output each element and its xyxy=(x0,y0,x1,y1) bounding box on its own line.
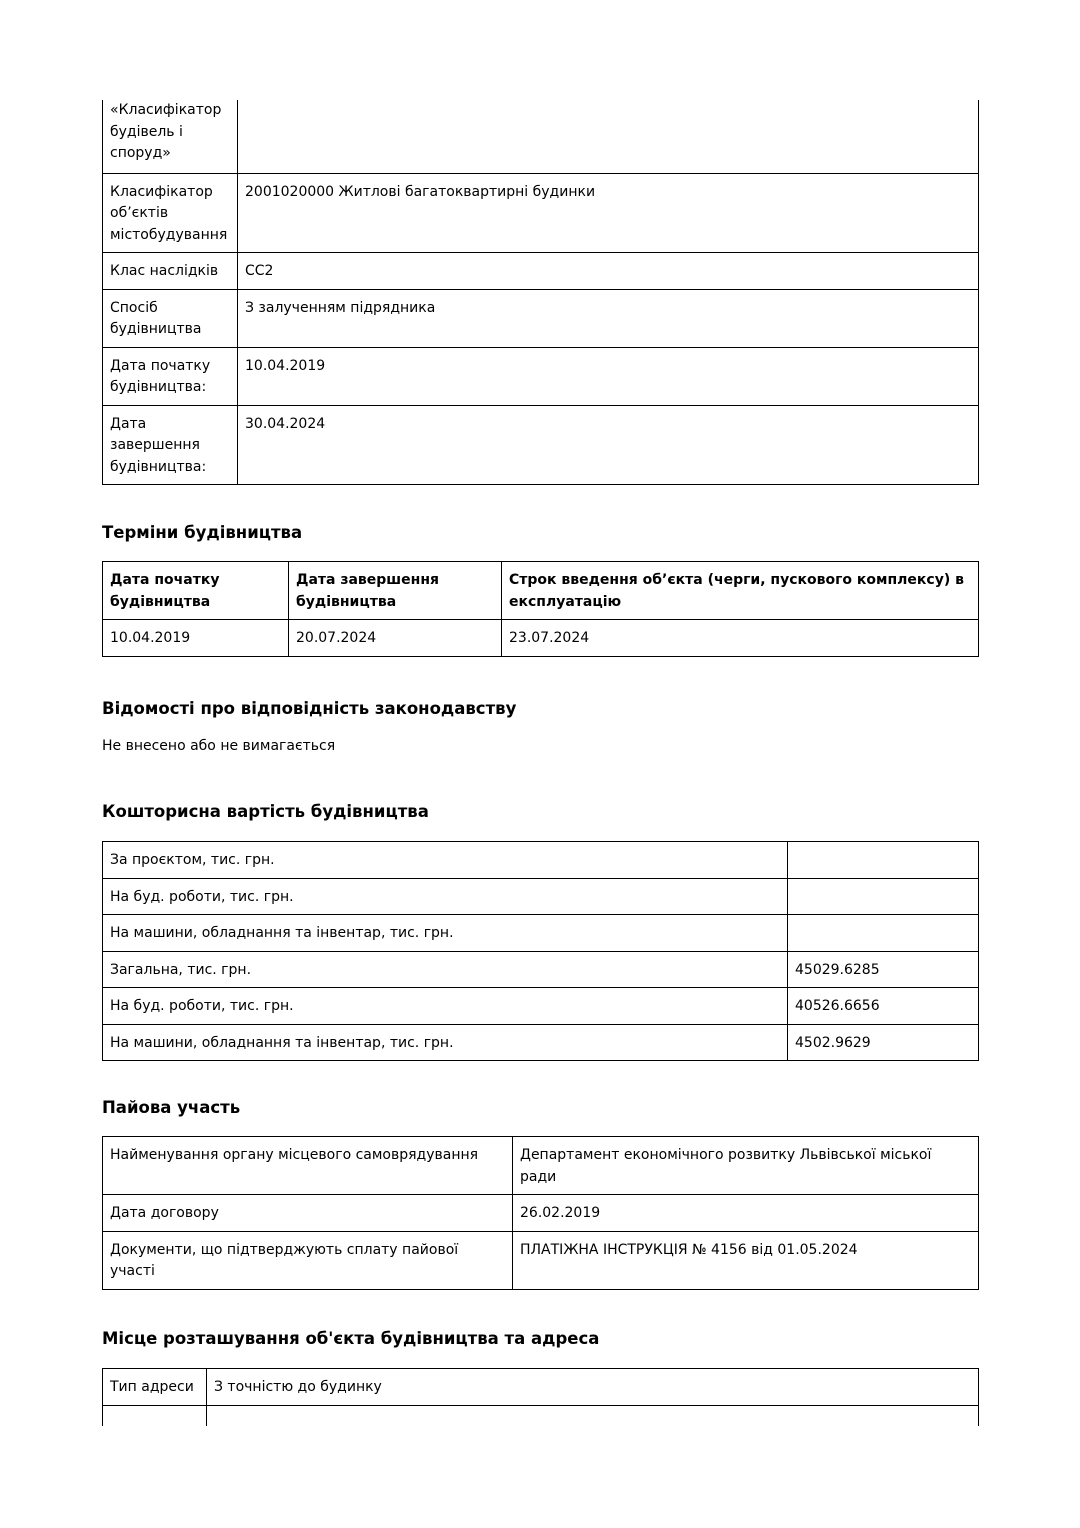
row-value xyxy=(788,915,979,952)
row-label: Дата договору xyxy=(103,1195,513,1232)
row-value: ПЛАТІЖНА ІНСТРУКЦІЯ № 4156 від 01.05.2024 xyxy=(513,1231,979,1289)
row-label: На машини, обладнання та інвентар, тис. грн. xyxy=(103,1024,788,1061)
table-row xyxy=(103,347,979,405)
section-heading-compliance: Відомості про відповідність законодавству xyxy=(102,699,517,718)
section-heading-share: Пайова участь xyxy=(102,1098,241,1117)
row-label: Загальна, тис. грн. xyxy=(103,951,788,988)
row-label: Тип адреси xyxy=(103,1369,207,1406)
table-row xyxy=(103,100,979,173)
location-table xyxy=(102,1368,979,1426)
table-row xyxy=(103,915,979,952)
row-value: СС2 xyxy=(238,253,979,290)
row-value: З точністю до будинку xyxy=(207,1369,979,1406)
compliance-text: Не внесено або не вимагається xyxy=(102,738,336,754)
row-value xyxy=(207,1405,979,1426)
row-label: Клас наслідків xyxy=(103,253,238,290)
row-label: Спосіб будівництва xyxy=(103,289,238,347)
row-label xyxy=(103,1405,207,1426)
table-row xyxy=(103,988,979,1025)
table-row xyxy=(103,1231,979,1289)
table-header-row xyxy=(103,562,979,620)
row-label: Дата початку будівництва: xyxy=(103,347,238,405)
row-value xyxy=(788,842,979,879)
row-value: 4502.9629 xyxy=(788,1024,979,1061)
table-row xyxy=(103,1195,979,1232)
row-value: З залученням підрядника xyxy=(238,289,979,347)
table-row xyxy=(103,878,979,915)
row-label: На буд. роботи, тис. грн. xyxy=(103,878,788,915)
row-label: Класифікатор об’єктів містобудування xyxy=(103,173,238,253)
table-row xyxy=(103,253,979,290)
section-heading-location: Місце розташування об'єкта будівництва та адреса xyxy=(102,1329,600,1348)
table-row xyxy=(103,289,979,347)
table-row xyxy=(103,405,979,485)
column-header: Дата завершення будівництва xyxy=(289,562,502,620)
object-info-table xyxy=(102,100,979,485)
table-row xyxy=(103,1369,979,1406)
row-label: Найменування органу місцевого самоврядування xyxy=(103,1137,513,1195)
table-row xyxy=(103,1405,979,1426)
table-cell: 10.04.2019 xyxy=(103,620,289,657)
row-label: За проєктом, тис. грн. xyxy=(103,842,788,879)
location-table-wrap xyxy=(102,1368,979,1426)
row-value: Департамент економічного розвитку Львівської міської ради xyxy=(513,1137,979,1195)
row-label: Документи, що підтверджують сплату пайової участі xyxy=(103,1231,513,1289)
row-label: На буд. роботи, тис. грн. xyxy=(103,988,788,1025)
row-label: «Класифікатор будівель і споруд» xyxy=(103,100,238,173)
row-value: 2001020000 Житлові багатоквартирні будинки xyxy=(238,173,979,253)
row-value: 45029.6285 xyxy=(788,951,979,988)
table-cell: 20.07.2024 xyxy=(289,620,502,657)
row-value: 40526.6656 xyxy=(788,988,979,1025)
section-heading-estimate: Кошторисна вартість будівництва xyxy=(102,802,429,821)
terms-table xyxy=(102,561,979,657)
table-cell: 23.07.2024 xyxy=(502,620,979,657)
row-value: 30.04.2024 xyxy=(238,405,979,485)
table-row xyxy=(103,620,979,657)
section-heading-terms: Терміни будівництва xyxy=(102,523,303,542)
table-row xyxy=(103,173,979,253)
row-label: Дата завершення будівництва: xyxy=(103,405,238,485)
table-row xyxy=(103,951,979,988)
row-value: 26.02.2019 xyxy=(513,1195,979,1232)
table-row xyxy=(103,1137,979,1195)
column-header: Дата початку будівництва xyxy=(103,562,289,620)
estimate-table xyxy=(102,841,979,1061)
column-header: Строк введення об’єкта (черги, пускового комплексу) в експлуатацію xyxy=(502,562,979,620)
share-table xyxy=(102,1136,979,1290)
row-value xyxy=(238,100,979,173)
table-row xyxy=(103,1024,979,1061)
row-value: 10.04.2019 xyxy=(238,347,979,405)
table-row xyxy=(103,842,979,879)
row-label: На машини, обладнання та інвентар, тис. грн. xyxy=(103,915,788,952)
row-value xyxy=(788,878,979,915)
